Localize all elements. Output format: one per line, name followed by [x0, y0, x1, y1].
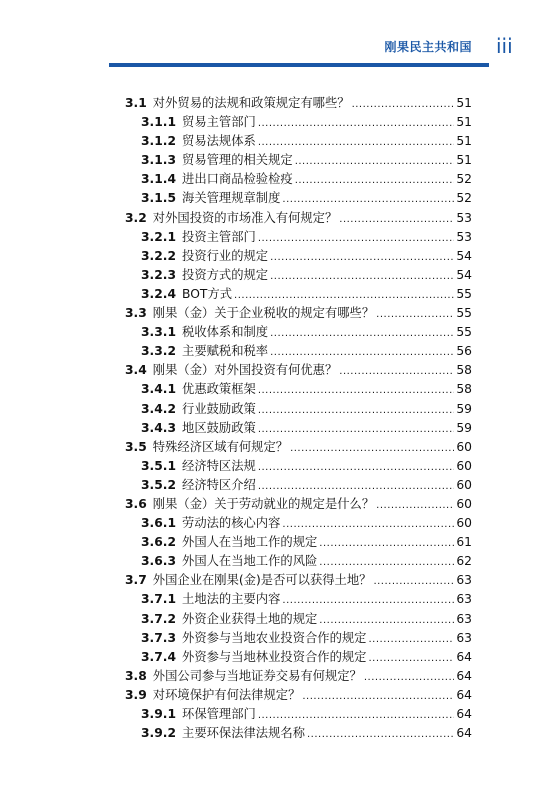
- toc-entry-title: 环保管理部门: [182, 707, 256, 721]
- toc-entry-title: 外资参与当地农业投资合作的规定: [182, 630, 367, 645]
- toc-entry-page: 61: [456, 535, 472, 550]
- toc-entry-page: 64: [456, 687, 472, 702]
- toc-entry-number: 3.2.1: [141, 229, 177, 244]
- toc-section-entry[interactable]: [125, 94, 472, 113]
- toc-entry-number: 3.7.1: [141, 592, 177, 607]
- toc-subsection-entry[interactable]: [125, 266, 472, 285]
- toc-entry-page: 60: [456, 496, 472, 511]
- toc-entry-title: 投资方式的规定: [182, 267, 269, 282]
- toc-dot-leader: [258, 114, 455, 132]
- toc-entry-number: 3.5.1: [141, 458, 177, 473]
- toc-entry-page: 51: [456, 115, 472, 130]
- toc-dot-leader: [295, 152, 455, 170]
- toc-entry-number: 3.5.2: [141, 477, 177, 492]
- toc-entry-number: 3.1.3: [141, 153, 177, 168]
- toc-dot-leader: [270, 267, 454, 285]
- toc-dot-leader: [258, 133, 455, 151]
- toc-subsection-entry[interactable]: [125, 457, 472, 476]
- toc-entry-page: 64: [456, 726, 472, 741]
- toc-entry-title: 税收体系和制度: [182, 325, 269, 340]
- toc-dot-leader: [368, 630, 454, 648]
- toc-entry-page: 59: [456, 420, 472, 435]
- page-number: iii: [496, 34, 513, 58]
- toc-dot-leader: [258, 381, 455, 399]
- toc-entry-page: 58: [456, 363, 472, 378]
- toc-entry-page: 52: [456, 191, 472, 206]
- header-country-title: 刚果民主共和国: [384, 40, 472, 54]
- toc-entry-number: 3.4.3: [141, 420, 177, 435]
- toc-entry-number: 3.2.3: [141, 267, 177, 282]
- toc-entry-page: 55: [456, 286, 472, 301]
- toc-entry-page: 63: [456, 630, 472, 645]
- toc-subsection-entry[interactable]: [125, 151, 472, 170]
- toc-entry-title: 外国人在当地工作的规定: [182, 535, 318, 550]
- toc-entry-title: 劳动法的核心内容: [182, 516, 281, 531]
- toc-dot-leader: [302, 687, 454, 705]
- toc-entry-page: 55: [456, 325, 472, 340]
- toc-dot-leader: [282, 591, 454, 609]
- toc-dot-leader: [339, 210, 454, 228]
- toc-entry-page: 60: [456, 439, 472, 454]
- toc-entry-number: 3.3.1: [141, 325, 177, 340]
- toc-subsection-entry[interactable]: [125, 323, 472, 342]
- toc-entry-number: 3.2: [125, 210, 147, 225]
- toc-subsection-entry[interactable]: [125, 476, 472, 495]
- toc-subsection-entry[interactable]: [125, 648, 472, 667]
- toc-dot-leader: [368, 649, 454, 667]
- toc-section-entry[interactable]: [125, 438, 472, 457]
- toc-dot-leader: [234, 286, 454, 304]
- toc-dot-leader: [319, 611, 454, 629]
- toc-entry-title: 特殊经济区域有何规定？: [152, 439, 289, 454]
- toc-entry-title: 经济特区介绍: [182, 477, 256, 492]
- toc-dot-leader: [295, 171, 455, 189]
- toc-subsection-entry[interactable]: [125, 705, 472, 724]
- toc-entry-title: 刚果（金）关于劳动就业的规定是什么？: [152, 496, 375, 511]
- toc-section-entry[interactable]: [125, 571, 472, 590]
- toc-entry-number: 3.2.2: [141, 248, 177, 263]
- toc-entry-page: 59: [456, 401, 472, 416]
- toc-dot-leader: [319, 534, 454, 552]
- toc-dot-leader: [258, 401, 455, 419]
- toc-dot-leader: [282, 515, 454, 533]
- toc-entry-title: 经济特区法规: [182, 458, 256, 473]
- toc-entry-number: 3.3: [125, 306, 147, 321]
- toc-entry-number: 3.7.3: [141, 630, 177, 645]
- toc-entry-page: 60: [456, 516, 472, 531]
- toc-entry-title: 地区鼓励政策: [182, 420, 256, 435]
- toc-subsection-entry[interactable]: [125, 610, 472, 629]
- toc-subsection-entry[interactable]: [125, 419, 472, 438]
- toc-entry-title: 贸易主管部门: [182, 115, 256, 130]
- toc-entry-page: 63: [456, 592, 472, 607]
- toc-entry-number: 3.4: [125, 363, 147, 378]
- toc-entry-title: 主要赋税和税率: [182, 344, 269, 359]
- toc-entry-page: 64: [456, 707, 472, 721]
- toc-dot-leader: [307, 725, 454, 743]
- toc-entry-title: 投资行业的规定: [182, 248, 269, 263]
- toc-entry-page: 54: [456, 248, 472, 263]
- toc-entry-title: 贸易管理的相关规定: [182, 153, 293, 168]
- toc-dot-leader: [270, 343, 454, 361]
- toc-section-entry[interactable]: [125, 667, 472, 686]
- toc-entry-title: 外国人在当地工作的风险: [182, 554, 318, 569]
- toc-section-entry[interactable]: [125, 686, 472, 705]
- toc-entry-title: 投资主管部门: [182, 229, 256, 244]
- toc-entry-page: 64: [456, 649, 472, 664]
- toc-entry-number: 3.9.2: [141, 726, 177, 741]
- toc-entry-page: 54: [456, 267, 472, 282]
- toc-entry-number: 3.9.1: [141, 707, 177, 721]
- toc-entry-number: 3.3.2: [141, 344, 177, 359]
- toc-entry-title: 外资参与当地林业投资合作的规定: [182, 649, 367, 664]
- table-of-contents: [125, 94, 472, 743]
- toc-entry-page: 52: [456, 172, 472, 187]
- toc-entry-page: 62: [456, 554, 472, 569]
- toc-entry-page: 53: [456, 210, 472, 225]
- toc-section-entry[interactable]: [125, 304, 472, 323]
- toc-entry-number: 3.1.4: [141, 172, 177, 187]
- toc-entry-number: 3.1.2: [141, 134, 177, 149]
- toc-dot-leader: [373, 572, 454, 590]
- toc-entry-page: 51: [456, 153, 472, 168]
- toc-entry-title: 外国企业在刚果(金)是否可以获得土地？: [152, 573, 372, 588]
- toc-subsection-entry[interactable]: [125, 514, 472, 533]
- toc-subsection-entry[interactable]: [125, 228, 472, 247]
- toc-subsection-entry[interactable]: [125, 552, 472, 571]
- toc-entry-number: 3.1.5: [141, 191, 177, 206]
- toc-entry-number: 3.1: [125, 96, 147, 110]
- toc-dot-leader: [258, 420, 455, 438]
- toc-entry-number: 3.1.1: [141, 115, 177, 130]
- toc-dot-leader: [290, 439, 454, 457]
- toc-entry-number: 3.7.4: [141, 649, 177, 664]
- toc-entry-page: 51: [456, 96, 472, 110]
- toc-entry-page: 55: [456, 306, 472, 321]
- toc-section-entry[interactable]: [125, 209, 472, 228]
- toc-entry-page: 51: [456, 134, 472, 149]
- toc-dot-leader: [270, 324, 454, 342]
- toc-entry-title: 进出口商品检验检疫: [182, 172, 293, 187]
- toc-subsection-entry[interactable]: [125, 629, 472, 648]
- toc-entry-page: 63: [456, 611, 472, 626]
- toc-subsection-entry[interactable]: [125, 724, 472, 743]
- toc-dot-leader: [258, 229, 455, 247]
- toc-entry-page: 53: [456, 229, 472, 244]
- toc-entry-title: 主要环保法律法规名称: [182, 726, 305, 741]
- toc-entry-number: 3.9: [125, 687, 147, 702]
- toc-entry-page: 64: [456, 668, 472, 683]
- toc-subsection-entry[interactable]: [125, 189, 472, 208]
- toc-entry-number: 3.2.4: [141, 286, 177, 301]
- toc-entry-title: 对外国投资的市场准入有何规定？: [152, 210, 338, 225]
- toc-entry-number: 3.7.2: [141, 611, 177, 626]
- toc-subsection-entry[interactable]: [125, 247, 472, 266]
- toc-entry-number: 3.7: [125, 573, 147, 588]
- toc-subsection-entry[interactable]: [125, 113, 472, 132]
- toc-entry-number: 3.4.2: [141, 401, 177, 416]
- toc-entry-title: 刚果（金）关于企业税收的规定有哪些？: [152, 306, 375, 321]
- toc-dot-leader: [319, 553, 454, 571]
- toc-entry-title: 优惠政策框架: [182, 382, 256, 397]
- toc-subsection-entry[interactable]: [125, 132, 472, 151]
- toc-dot-leader: [339, 362, 454, 380]
- toc-entry-number: 3.6.1: [141, 516, 177, 531]
- toc-dot-leader: [376, 496, 454, 514]
- toc-entry-title: 对环境保护有何法律规定？: [152, 687, 301, 702]
- toc-entry-number: 3.4.1: [141, 382, 177, 397]
- toc-entry-title: BOT方式: [182, 286, 233, 301]
- toc-subsection-entry[interactable]: [125, 533, 472, 552]
- toc-entry-title: 对外贸易的法规和政策规定有哪些？: [152, 96, 350, 110]
- toc-subsection-entry[interactable]: [125, 380, 472, 399]
- toc-dot-leader: [258, 477, 455, 495]
- toc-entry-page: 58: [456, 382, 472, 397]
- header-rule: [109, 63, 489, 67]
- toc-dot-leader: [376, 305, 454, 323]
- toc-dot-leader: [282, 190, 454, 208]
- toc-section-entry[interactable]: [125, 495, 472, 514]
- toc-dot-leader: [270, 248, 454, 266]
- toc-entry-page: 60: [456, 477, 472, 492]
- toc-entry-page: 56: [456, 344, 472, 359]
- toc-subsection-entry[interactable]: [125, 590, 472, 609]
- toc-dot-leader: [258, 706, 455, 724]
- toc-dot-leader: [352, 95, 455, 113]
- toc-entry-title: 刚果（金）对外国投资有何优惠？: [152, 363, 338, 378]
- toc-entry-title: 外国公司参与当地证券交易有何规定？: [152, 668, 362, 683]
- toc-entry-title: 土地法的主要内容: [182, 592, 281, 607]
- toc-entry-page: 60: [456, 458, 472, 473]
- toc-entry-number: 3.6.3: [141, 554, 177, 569]
- toc-entry-number: 3.5: [125, 439, 147, 454]
- toc-entry-title: 贸易法规体系: [182, 134, 256, 149]
- toc-entry-number: 3.6: [125, 496, 147, 511]
- toc-entry-number: 3.8: [125, 668, 147, 683]
- toc-subsection-entry[interactable]: [125, 170, 472, 189]
- toc-subsection-entry[interactable]: [125, 400, 472, 419]
- toc-entry-page: 63: [456, 573, 472, 588]
- toc-entry-title: 行业鼓励政策: [182, 401, 256, 416]
- toc-entry-number: 3.6.2: [141, 535, 177, 550]
- toc-entry-title: 外资企业获得土地的规定: [182, 611, 318, 626]
- toc-subsection-entry[interactable]: [125, 342, 472, 361]
- toc-entry-title: 海关管理规章制度: [182, 191, 281, 206]
- toc-subsection-entry[interactable]: [125, 285, 472, 304]
- toc-dot-leader: [258, 458, 455, 476]
- toc-dot-leader: [364, 668, 454, 686]
- toc-section-entry[interactable]: [125, 361, 472, 380]
